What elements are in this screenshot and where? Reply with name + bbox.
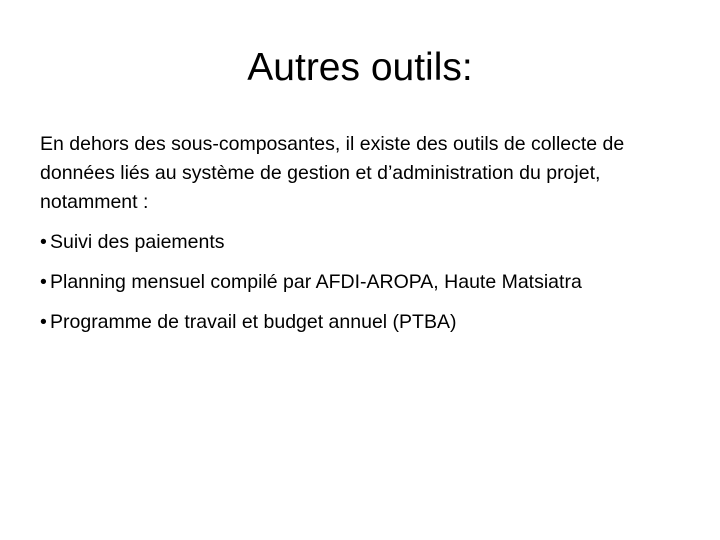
bullet-text: Suivi des paiements (50, 231, 225, 253)
bullet-text: Programme de travail et budget annuel (PTBA) (50, 311, 457, 333)
bullet-icon: • (40, 271, 47, 293)
bullet-icon: • (40, 311, 47, 333)
intro-paragraph: En dehors des sous-composantes, il existe des outils de collecte de données liés au système de gestion et d’administration du projet, notamment : (40, 133, 625, 213)
bullet-text: Planning mensuel compilé par AFDI-AROPA, Haute Matsiatra (50, 271, 582, 293)
bullet-item-payments (40, 228, 690, 257)
bullet-item-ptba (40, 308, 690, 337)
slide-body (40, 130, 690, 348)
bullet-list (40, 228, 690, 337)
slide-title: Autres outils: (247, 46, 473, 89)
bullet-item-planning (40, 268, 690, 297)
bullet-icon: • (40, 231, 47, 253)
